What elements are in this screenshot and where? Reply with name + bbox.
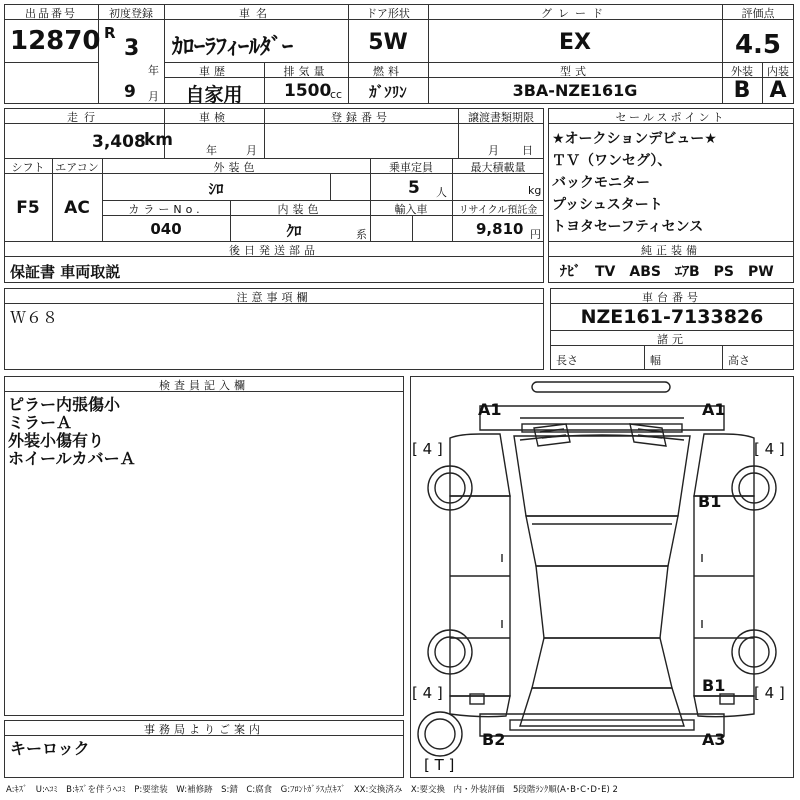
displacement: 1500 bbox=[284, 81, 332, 101]
lot-number: 12870 bbox=[10, 26, 101, 56]
height-label: 高さ bbox=[728, 354, 750, 367]
office-text: キーロック bbox=[10, 739, 90, 758]
color-no-label: カラーNo. bbox=[128, 203, 204, 216]
car-name: ｶﾛｰﾗﾌｨｰﾙﾀﾞｰ bbox=[172, 35, 294, 60]
int-color-label: 内装色 bbox=[277, 203, 323, 216]
later-parts-label: 後日発送部品 bbox=[229, 244, 319, 257]
history-label: 車歴 bbox=[199, 65, 229, 78]
ac: AC bbox=[64, 198, 90, 218]
car-name-label: 車名 bbox=[239, 7, 273, 20]
import-label: 輸入車 bbox=[394, 203, 428, 216]
inspection-label: 車検 bbox=[199, 111, 229, 124]
lot-label: 出品番号 bbox=[25, 7, 77, 20]
sales-point: トヨタセーフティセンス bbox=[552, 219, 704, 235]
month-unit: 月 bbox=[148, 90, 159, 103]
seats-label: 乗車定員 bbox=[389, 161, 433, 174]
first-reg-label: 初度登録 bbox=[109, 7, 153, 20]
chassis-number: NZE161-7133826 bbox=[580, 306, 764, 328]
grade-label: グレード bbox=[541, 7, 609, 20]
damage-mark-b1-upper: B1 bbox=[698, 492, 722, 511]
tire-depth-rear-left: [ 4 ] bbox=[412, 684, 443, 702]
door-label: ドア形状 bbox=[366, 7, 410, 20]
score-label: 評価点 bbox=[741, 7, 775, 20]
shift-label: シフト bbox=[11, 161, 45, 174]
int-color: ｸﾛ bbox=[286, 222, 302, 240]
recycle-label: リサイクル預託金 bbox=[458, 205, 538, 216]
reg-month: 9 bbox=[124, 82, 136, 102]
mileage: 3,408 bbox=[92, 132, 146, 152]
displacement-label: 排気量 bbox=[283, 65, 329, 78]
notes-label: 注意事項欄 bbox=[236, 291, 312, 304]
ext-color-label: 外装色 bbox=[213, 161, 259, 174]
sales-points-label: セールスポイント bbox=[615, 111, 727, 124]
seats-unit: 人 bbox=[436, 186, 447, 199]
transfer-month-unit: 月 bbox=[488, 144, 499, 157]
model-code: 3BA-NZE161G bbox=[512, 81, 638, 100]
load-label: 最大積載量 bbox=[470, 161, 526, 174]
damage-mark-a3: A3 bbox=[702, 730, 726, 749]
model-label: 型式 bbox=[560, 65, 590, 78]
exterior-grade: B bbox=[733, 78, 751, 103]
damage-mark-a1-right: A1 bbox=[702, 400, 726, 419]
damage-mark-b2: B2 bbox=[482, 730, 506, 749]
inspector-line: ピラー内張傷小 bbox=[8, 395, 121, 414]
sales-point: ★オークションデビュー★ bbox=[552, 131, 717, 147]
insp-year-unit: 年 bbox=[206, 144, 217, 157]
legend: A:ｷｽﾞ U:ﾍｺﾐ B:ｷｽﾞを伴うﾍｺﾐ P:要塗装 W:補修跡 S:錆 C:腐食 G:ﾌﾛﾝﾄｶﾞﾗｽ点ｷｽﾞ XX:交換済み X:要交換 内・外装評価 5段階ﾗﾝｸ順(A･B･C･D･E) 2 bbox=[6, 785, 618, 795]
era: R bbox=[104, 24, 116, 42]
car-diagram bbox=[410, 376, 794, 778]
tire-depth-front-left: [ 4 ] bbox=[412, 440, 443, 458]
km-unit: km bbox=[144, 130, 174, 150]
history: 自家用 bbox=[185, 84, 243, 106]
color-no: 040 bbox=[150, 220, 182, 238]
ac-label: エアコン bbox=[55, 161, 99, 174]
tire-depth-front-right: [ 4 ] bbox=[754, 440, 785, 458]
insp-month-unit: 月 bbox=[246, 144, 257, 157]
year-unit: 年 bbox=[148, 64, 159, 77]
equipment-label: 純正装備 bbox=[641, 244, 701, 257]
inspector-label: 検査員記入欄 bbox=[159, 379, 249, 392]
inspector-line: ミラーＡ bbox=[8, 413, 73, 432]
int-color-unit: 系 bbox=[356, 228, 367, 241]
mileage-label: 走行 bbox=[67, 111, 101, 124]
damage-mark-b1-lower: B1 bbox=[702, 676, 726, 695]
sales-point: プッシュスタート bbox=[552, 197, 663, 213]
width-label: 幅 bbox=[650, 354, 661, 367]
reg-number-label: 登録番号 bbox=[331, 111, 391, 124]
door-type: 5W bbox=[368, 30, 408, 55]
equipment: ﾅﾋﾞ TV ABS ｴｱB PS PW bbox=[560, 264, 774, 280]
fuel-label: 燃料 bbox=[373, 65, 403, 78]
office-label: 事務局よりご案内 bbox=[144, 723, 264, 736]
ext-color: ｼﾛ bbox=[208, 180, 224, 198]
reg-year: 3 bbox=[124, 36, 140, 61]
seats: 5 bbox=[408, 178, 420, 198]
sales-point: バックモニター bbox=[552, 175, 650, 191]
load-unit: kg bbox=[528, 184, 542, 197]
interior-label: 内装 bbox=[767, 65, 789, 78]
tire-depth-rear-right: [ 4 ] bbox=[754, 684, 785, 702]
sales-point: ＴＶ（ワンセグ）、 bbox=[552, 153, 672, 169]
transfer-day-unit: 日 bbox=[522, 144, 533, 157]
later-parts: 保証書 車両取説 bbox=[10, 263, 121, 281]
dims-label: 諸元 bbox=[657, 333, 687, 346]
score: 4.5 bbox=[734, 30, 782, 60]
chassis-label: 車台番号 bbox=[642, 291, 702, 304]
transfer-doc-label: 譲渡書類期限 bbox=[468, 111, 534, 124]
damage-mark-a1-left: A1 bbox=[478, 400, 502, 419]
shift: F5 bbox=[16, 198, 40, 218]
recycle-fee: 9,810 bbox=[476, 220, 524, 238]
recycle-unit: 円 bbox=[530, 228, 541, 241]
interior-grade: A bbox=[769, 78, 787, 103]
cc-unit: cc bbox=[330, 88, 343, 101]
notes-text: Ｗ６８ bbox=[10, 308, 59, 327]
inspector-line: 外装小傷有り bbox=[8, 431, 105, 450]
spare-tire-label: [ T ] bbox=[424, 756, 455, 774]
inspector-line: ホイールカバーＡ bbox=[8, 449, 136, 468]
exterior-label: 外装 bbox=[731, 65, 753, 78]
grade: EX bbox=[559, 30, 591, 55]
length-label: 長さ bbox=[556, 354, 578, 367]
fuel: ｶﾞｿﾘﾝ bbox=[369, 83, 407, 101]
